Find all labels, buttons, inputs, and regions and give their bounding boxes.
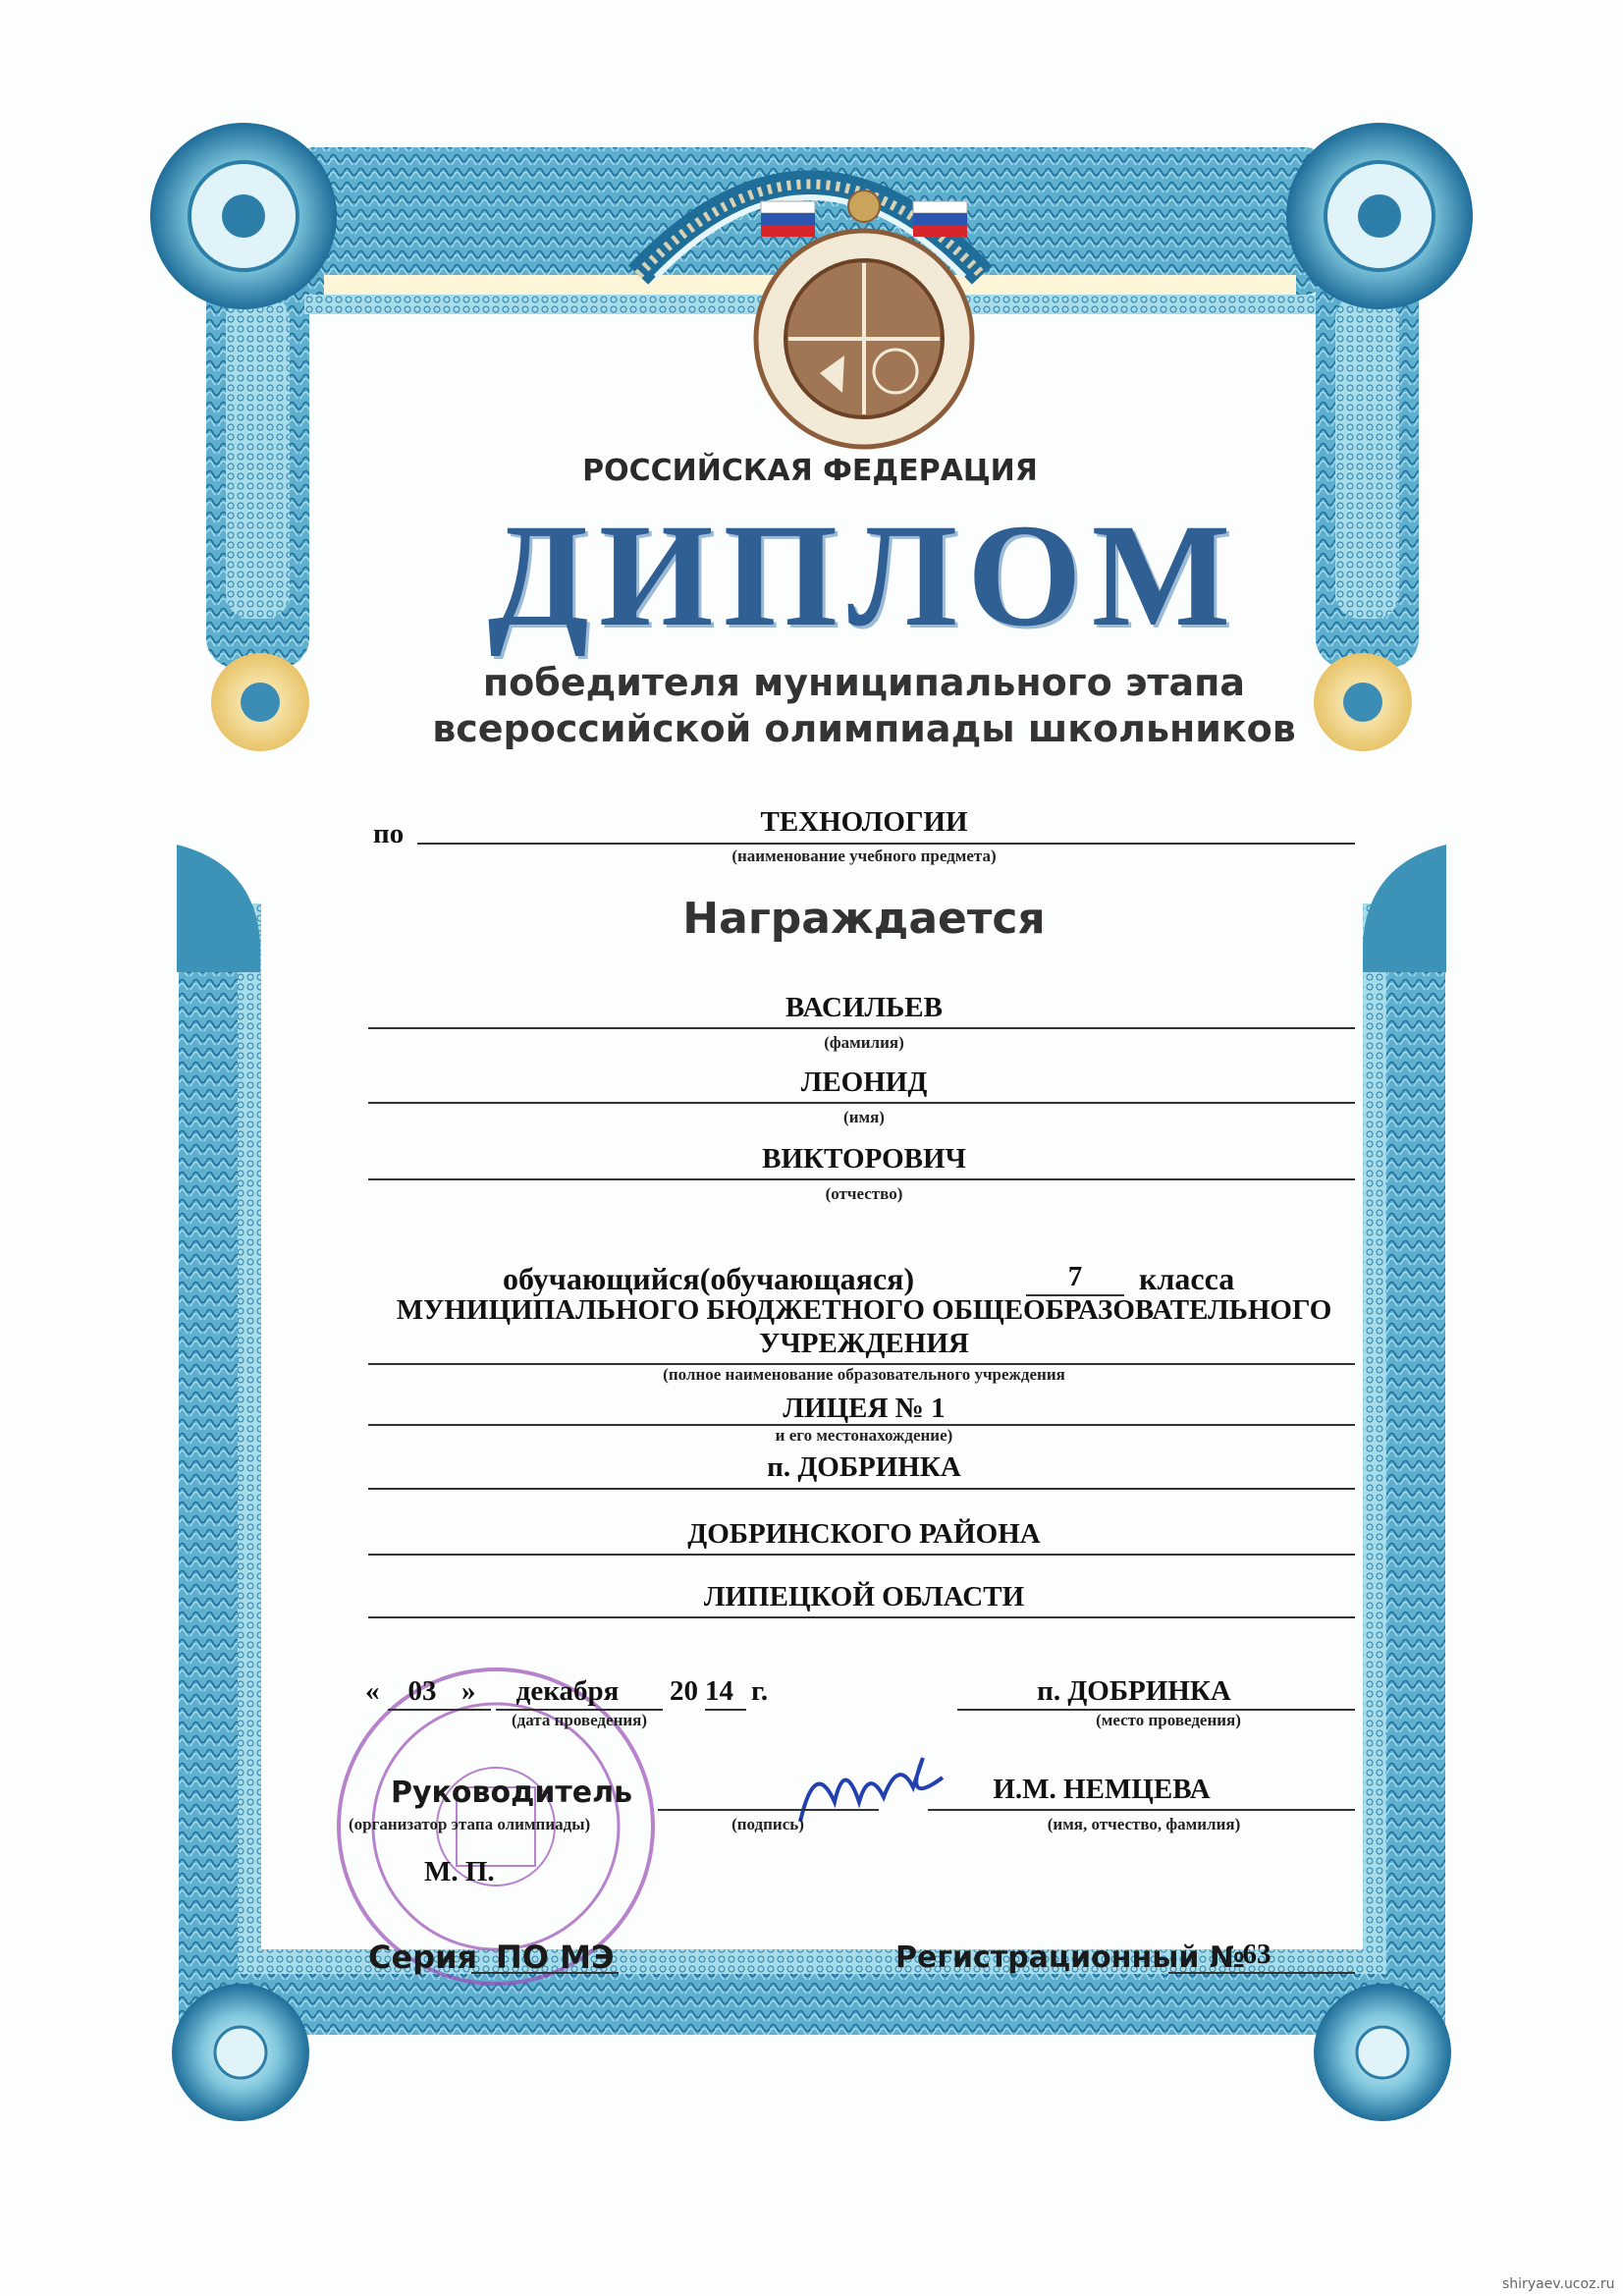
signatory-role-caption: (организатор этапа олимпиады) [349, 1815, 591, 1833]
school-line-6: ЛИПЕЦКОЙ ОБЛАСТИ [703, 1581, 1025, 1613]
date-year-prefix: 20 [670, 1675, 698, 1707]
subject-prefix: по [373, 818, 405, 849]
subtitle-line-1: победителя муниципального этапа [482, 661, 1246, 704]
school-underline-3 [368, 1488, 1355, 1490]
diploma-title: ДИПЛОМ [487, 494, 1241, 657]
signatory-name-caption: (имя, отчество, фамилия) [1047, 1815, 1241, 1833]
grade-prefix: обучающийся(обучающаяся) [503, 1261, 915, 1296]
olympiad-emblem [756, 191, 972, 447]
date-close-quote: » [461, 1675, 476, 1707]
registration-label: Регистрационный № [895, 1941, 1245, 1975]
signature-underline [658, 1809, 879, 1811]
school-line-3: ЛИЦЕЯ № 1 [783, 1393, 946, 1424]
signature-caption: (подпись) [731, 1815, 804, 1833]
subject-value: ТЕХНОЛОГИИ [760, 806, 968, 838]
date-open-quote: « [365, 1675, 380, 1707]
name-underline [368, 1102, 1355, 1104]
signature-scribble [800, 1758, 943, 1822]
patronymic-underline [368, 1178, 1355, 1180]
venue-value: п. ДОБРИНКА [1037, 1675, 1231, 1707]
school-underline-4 [368, 1554, 1355, 1556]
series-value: ПО МЭ [496, 1939, 615, 1976]
school-underline-5 [368, 1616, 1355, 1618]
date-caption: (дата проведения) [511, 1711, 648, 1729]
date-year-unit: г. [751, 1675, 769, 1707]
grade-suffix: класса [1139, 1261, 1235, 1296]
subtitle-line-2: всероссийской олимпиады школьников [432, 707, 1296, 750]
school-line-2: УЧРЕЖДЕНИЯ [759, 1328, 969, 1359]
registration-number: 63 [1242, 1939, 1271, 1970]
subject-underline [417, 843, 1355, 845]
awarded-label: Награждается [682, 894, 1046, 944]
name-value: ЛЕОНИД [800, 1066, 928, 1098]
surname-underline [368, 1027, 1355, 1029]
date-month: декабря [515, 1675, 620, 1707]
date-day-underline [388, 1709, 491, 1711]
school-line-5: ДОБРИНСКОГО РАЙОНА [687, 1518, 1041, 1550]
watermark: shiryaev.ucoz.ru [1502, 2276, 1615, 2292]
date-year-underline [705, 1709, 746, 1711]
school-caption-2: и его местонахождение) [775, 1426, 953, 1445]
signatory-name: И.М. НЕМЦЕВА [993, 1774, 1211, 1805]
stamp-place-label: М. П. [424, 1856, 495, 1887]
school-caption-1: (полное наименование образовательного учреждения [663, 1365, 1065, 1384]
school-line-4: п. ДОБРИНКА [767, 1451, 961, 1483]
signatory-role: Руководитель [391, 1776, 633, 1810]
patronymic-caption: (отчество) [825, 1184, 903, 1203]
date-year-suffix: 14 [705, 1675, 733, 1707]
name-caption: (имя) [843, 1108, 885, 1126]
subject-caption: (наименование учебного предмета) [731, 847, 997, 865]
country-name: РОССИЙСКАЯ ФЕДЕРАЦИЯ [582, 454, 1038, 488]
surname-caption: (фамилия) [824, 1033, 904, 1052]
series-label: Серия [368, 1939, 478, 1976]
signatory-name-underline [928, 1809, 1355, 1811]
venue-caption: (место проведения) [1096, 1711, 1241, 1729]
registration-underline [1168, 1972, 1355, 1974]
patronymic-value: ВИКТОРОВИЧ [762, 1143, 966, 1175]
surname-value: ВАСИЛЬЕВ [785, 992, 943, 1023]
date-day: 03 [407, 1675, 437, 1707]
school-line-1: МУНИЦИПАЛЬНОГО БЮДЖЕТНОГО ОБЩЕОБРАЗОВАТЕЛЬНОГО [396, 1294, 1332, 1326]
grade-value: 7 [1067, 1261, 1083, 1292]
